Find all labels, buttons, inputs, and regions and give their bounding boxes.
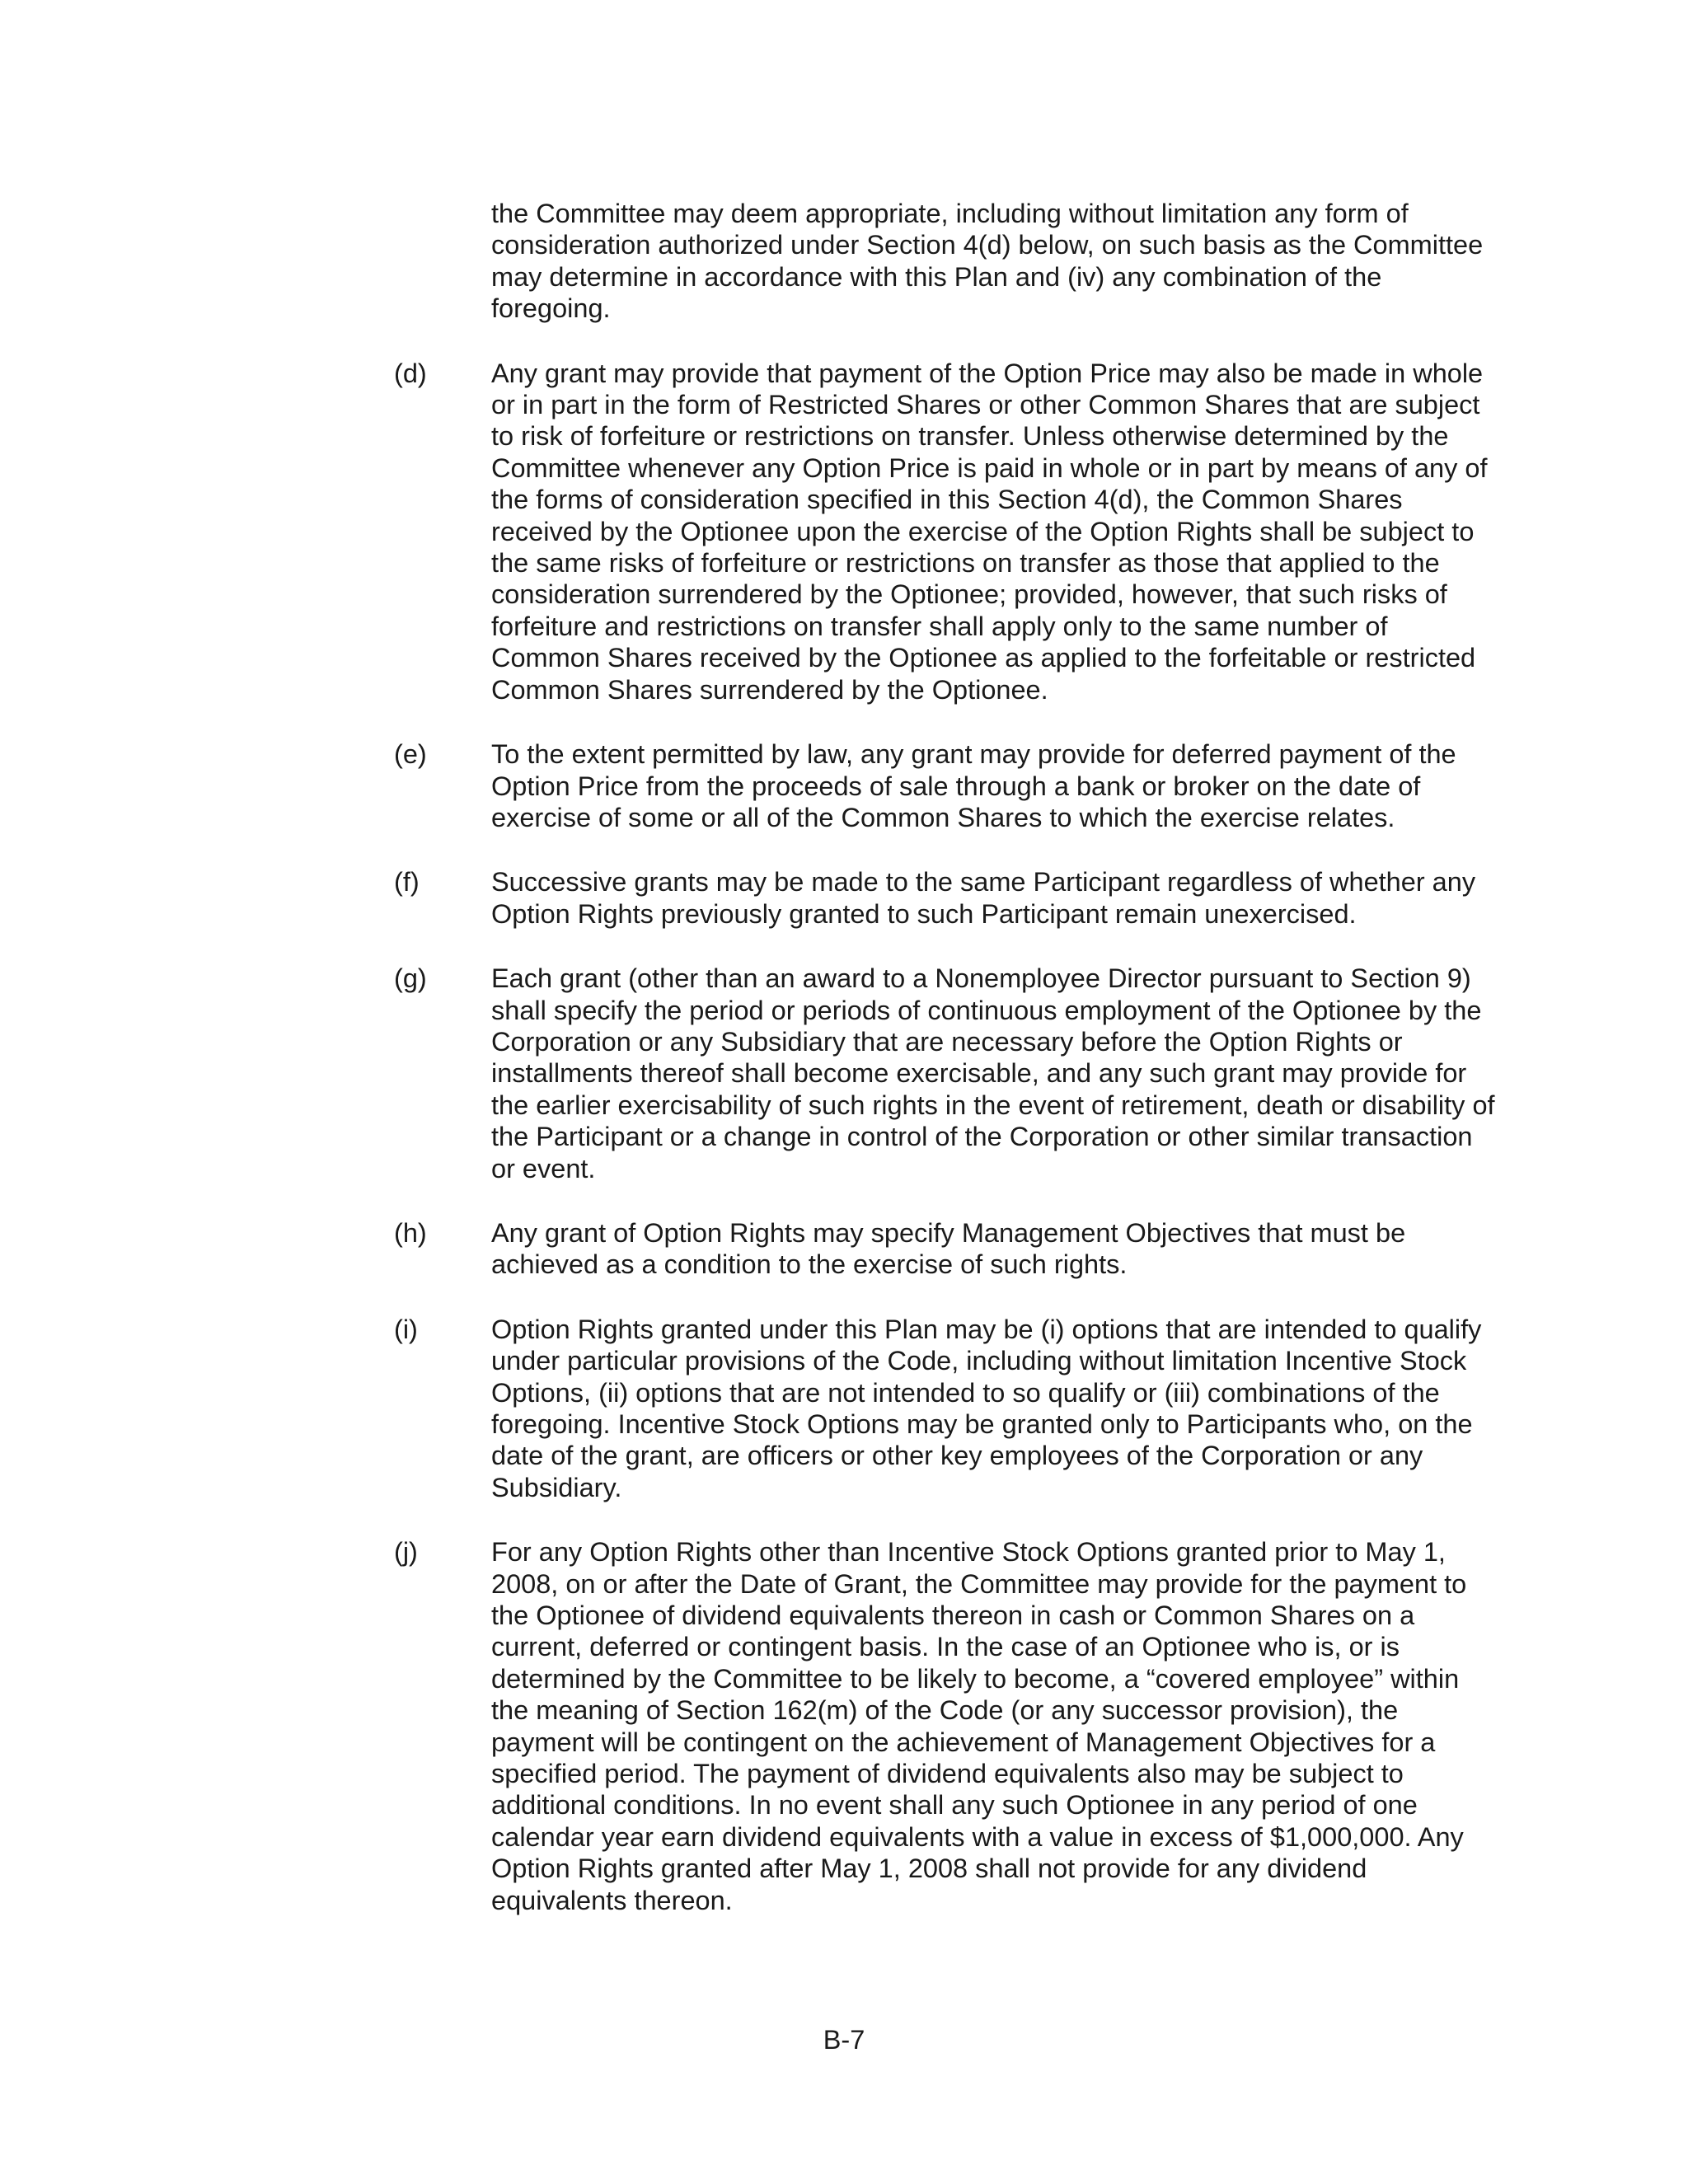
paragraph-label: (i) (394, 1314, 418, 1344)
paragraph-h (394, 1217, 1498, 1281)
intro-paragraph (394, 198, 1498, 325)
paragraph-f (394, 866, 1498, 930)
paragraph-text: For any Option Rights other than Incentive Stock Options granted prior to May 1, 2008, on or after the Date of Grant, the Committee may provide for the payment to the Optionee of dividend equivalents thereon in cash or Common Shares on a current, deferred or contingent basis. In the case of an Optionee who is, or is determined by the Committee to be likely to become, a “covered employee” within the meaning of Section 162(m) of the Code (or any successor provision), the payment will be contingent on the achievement of Management Objectives for a specified period. The payment of dividend equivalents also may be subject to additional conditions. In no event shall any such Optionee in any period of one calendar year earn dividend equivalents with a value in excess of $1,000,000. Any Option Rights granted after May 1, 2008 shall not provide for any dividend equivalents thereon. (491, 1537, 1467, 1915)
paragraph-label: (d) (394, 358, 427, 388)
document-body (394, 198, 1498, 1949)
paragraph-text: Option Rights granted under this Plan may be (i) options that are intended to qualify under particular provisions of the Code, including without limitation Incentive Stock Options, (ii) options that are not intended to so qualify or (iii) combinations of the foregoing. Incentive Stock Options may be granted only to Participants who, on the date of the grant, are officers or other key employees of the Corporation or any Subsidiary. (491, 1314, 1482, 1502)
paragraph-label: (e) (394, 739, 427, 770)
paragraph-e (394, 738, 1498, 833)
paragraph-d (394, 358, 1498, 705)
paragraph-g (394, 963, 1498, 1184)
paragraph-label: (h) (394, 1217, 427, 1248)
page-number: B-7 (823, 2025, 865, 2055)
paragraph-text: Each grant (other than an award to a Nonemployee Director pursuant to Section 9) shall specify the period or periods of continuous employment of the Optionee by the Corporation or any Subsidiary that are necessary before the Option Rights or installments thereof shall become exercisable, and any such grant may provide for the earlier exercisability of such rights in the event of retirement, death or disability of the Participant or a change in control of the Corporation or other similar transaction or event. (491, 963, 1495, 1183)
paragraph-j (394, 1536, 1498, 1916)
paragraph-label: (j) (394, 1537, 418, 1568)
paragraph-label: (f) (394, 867, 420, 898)
paragraph-i (394, 1314, 1498, 1503)
paragraph-text: To the extent permitted by law, any grant may provide for deferred payment of the Option Price from the proceeds of sale through a bank or broker on the date of exercise of some or all of the Common Shares to which the exercise relates. (491, 739, 1456, 832)
paragraph-text: Any grant of Option Rights may specify Management Objectives that must be achieved as a condition to the exercise of such rights. (491, 1217, 1406, 1280)
intro-text: the Committee may deem appropriate, including without limitation any form of consideration authorized under Section 4(d) below, on such basis as the Committee may determine in accordance with this Plan and (iv) any combination of the foregoing. (491, 199, 1484, 324)
paragraph-label: (g) (394, 963, 427, 994)
paragraph-text: Any grant may provide that payment of the Option Price may also be made in whole or in part in the form of Restricted Shares or other Common Shares that are subject to risk of forfeiture or restrictions on transfer. Unless otherwise determined by the Committee whenever any Option Price is paid in whole or in part by means of any of the forms of consideration specified in this Section 4(d), the Common Shares received by the Optionee upon the exercise of the Option Rights shall be subject to the same risks of forfeiture or restrictions on transfer as those that applied to the consideration surrendered by the Optionee; provided, however, that such risks of forfeiture and restrictions on transfer shall apply only to the same number of Common Shares received by the Optionee as applied to the forfeitable or restricted Common Shares surrendered by the Optionee. (491, 358, 1488, 705)
paragraph-text: Successive grants may be made to the same Participant regardless of whether any Option Rights previously granted to such Participant remain unexercised. (491, 867, 1476, 929)
